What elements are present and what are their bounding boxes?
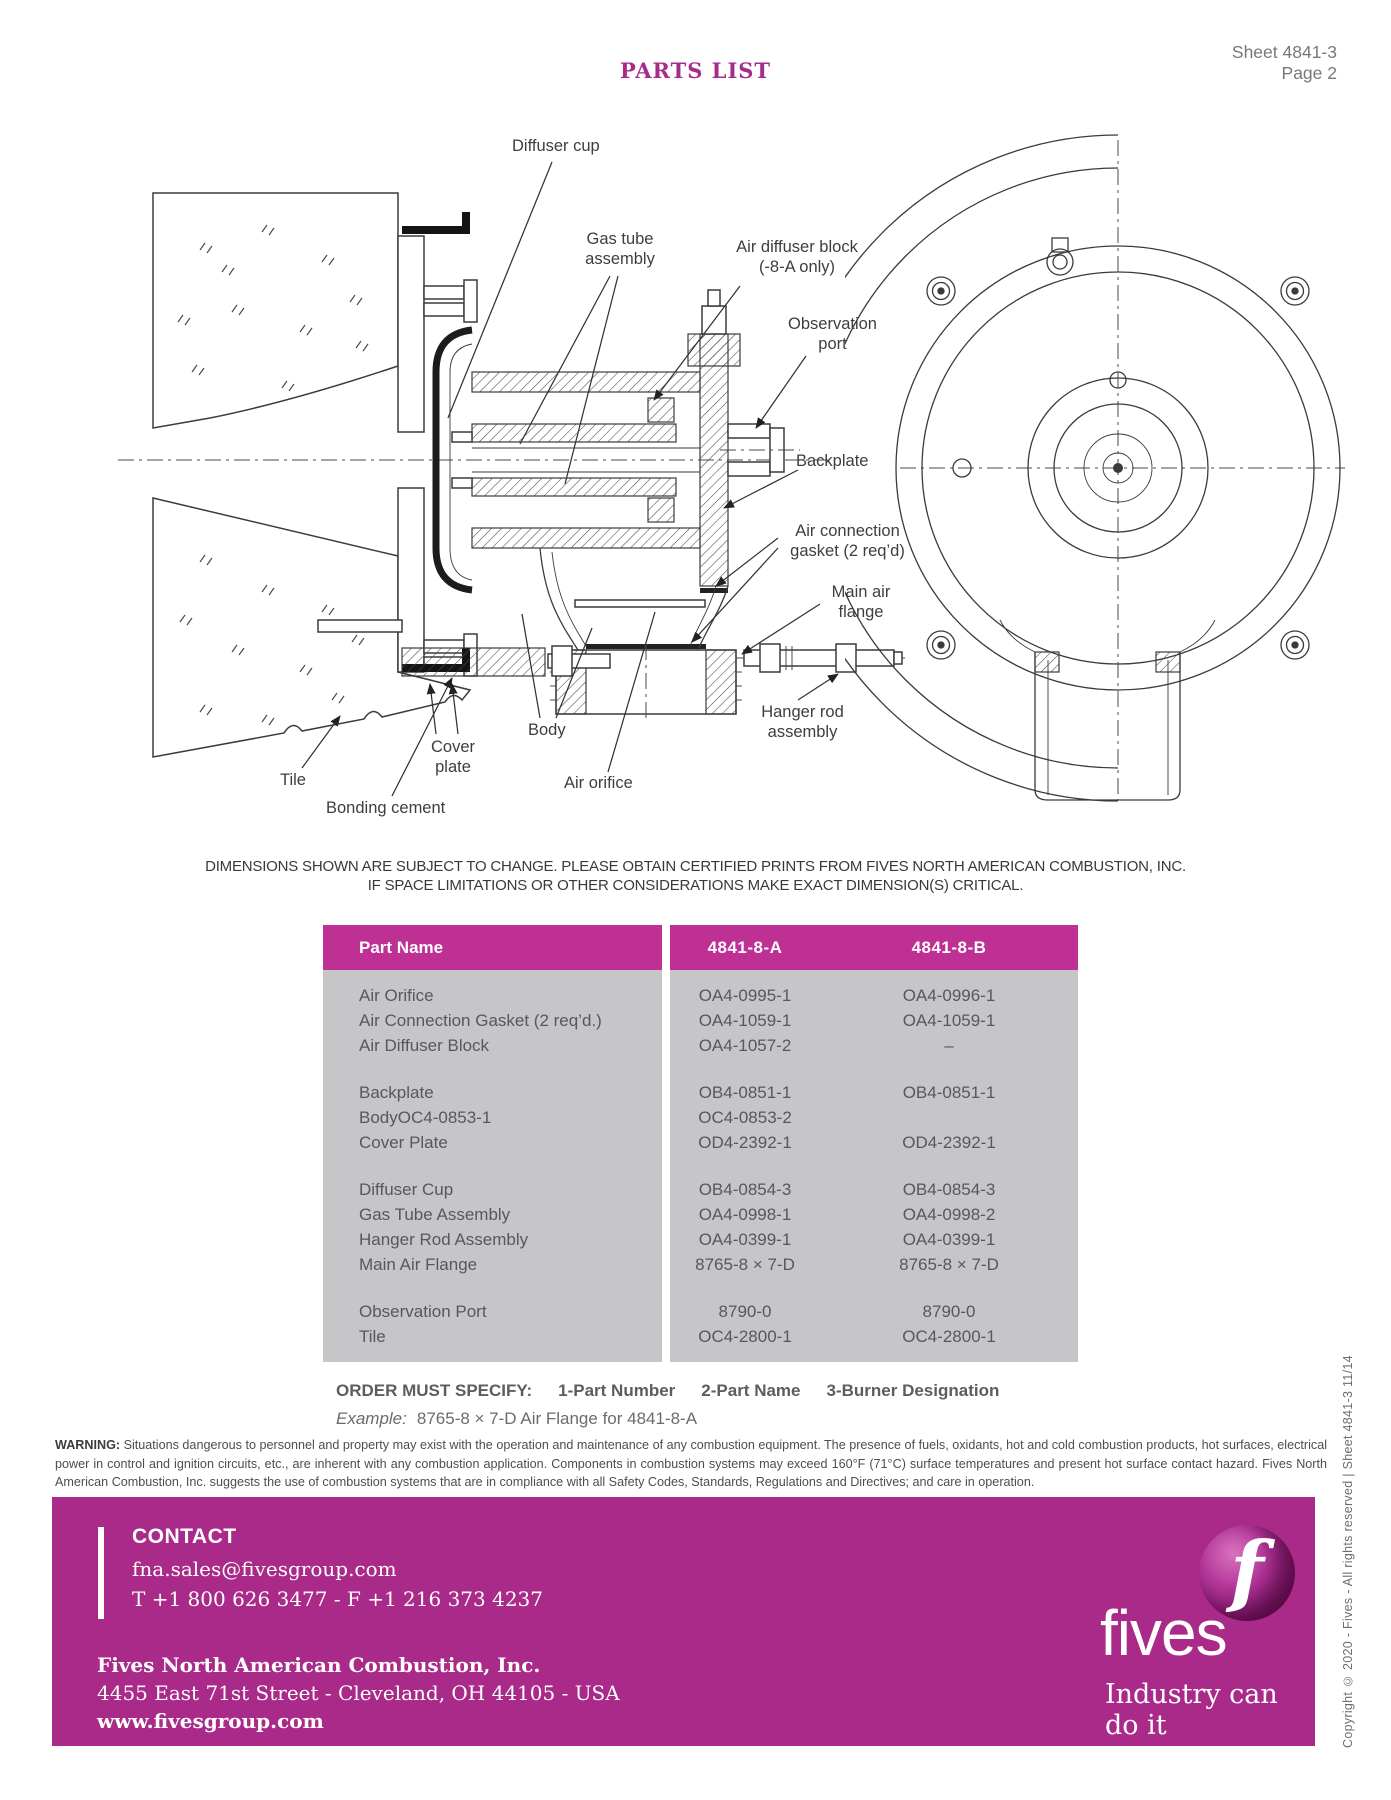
label-backplate: Backplate	[796, 452, 869, 470]
warning-paragraph	[55, 1436, 1327, 1492]
vertical-copyright: Copyright © 2020 - Fives - All rights reserved | Sheet 4841-3 11/14	[1341, 1355, 1355, 1748]
disclaimer	[0, 857, 1391, 895]
order-instructions	[336, 1381, 999, 1401]
table-row: Diffuser Cup OB4-0854-3 OB4-0854-3	[359, 1179, 996, 1199]
order-item-2: 2-Part Name	[701, 1381, 801, 1400]
burner-drawing-svg	[0, 0, 1391, 850]
order-item-1: 1-Part Number	[558, 1381, 676, 1400]
label-gas-tube-assembly: Gas tube assembly	[585, 230, 655, 268]
company-address: 4455 East 71st Street - Cleveland, OH 44105 - USA	[97, 1681, 620, 1705]
col-header-part-name: Part Name	[359, 937, 444, 957]
example-label: Example:	[336, 1409, 407, 1428]
table-row: Air Diffuser Block OA4-1057-2 –	[359, 1035, 954, 1055]
label-hanger-rod-assembly: Hanger rod assembly	[761, 703, 844, 741]
label-tile: Tile	[280, 771, 306, 789]
order-item-3: 3-Burner Designation	[826, 1381, 1000, 1400]
parts-table-body	[323, 970, 1078, 1362]
contact-email: fna.sales@fivesgroup.com	[132, 1557, 397, 1581]
table-row: Observation Port 8790-0 8790-0	[359, 1301, 976, 1321]
fives-logo-f: f	[1230, 1525, 1264, 1616]
sheet-number: Sheet 4841-3	[1231, 42, 1337, 62]
table-row: Tile OC4-2800-1 OC4-2800-1	[359, 1326, 996, 1346]
label-air-orifice: Air orifice	[564, 774, 633, 792]
page-title: PARTS LIST	[619, 58, 772, 83]
disclaimer-line2: IF SPACE LIMITATIONS OR OTHER CONSIDERATIONS MAKE EXACT DIMENSION(S) CRITICAL.	[367, 877, 1024, 894]
contact-heading: CONTACT	[132, 1525, 237, 1548]
table-row: Backplate OB4-0851-1 OB4-0851-1	[359, 1082, 996, 1102]
company-website: www.fivesgroup.com	[97, 1709, 324, 1733]
label-air-diffuser-block: Air diffuser block (-8-A only)	[736, 238, 858, 276]
contact-phone: T +1 800 626 3477 - F +1 216 373 4237	[132, 1587, 544, 1611]
table-row: Air Connection Gasket (2 req’d.) OA4-1059-1 OA4-1059-1	[359, 1010, 996, 1030]
table-row: BodyOC4-0853-1 OC4-0853-2	[359, 1107, 792, 1127]
col-header-4841-8-b: 4841-8-B	[911, 937, 987, 957]
order-example	[336, 1409, 697, 1429]
example-text: 8765-8 × 7-D Air Flange for 4841-8-A	[416, 1409, 698, 1428]
table-row: Gas Tube Assembly OA4-0998-1 OA4-0998-2	[359, 1204, 996, 1224]
table-row: Hanger Rod Assembly OA4-0399-1 OA4-0399-1	[359, 1229, 996, 1249]
label-main-air-flange: Main air flange	[831, 583, 891, 621]
technical-drawing	[0, 0, 1391, 850]
parts-table-header	[323, 925, 1078, 970]
label-body: Body	[528, 721, 566, 739]
page-number: Page 2	[1281, 63, 1337, 83]
contact-accent-bar	[98, 1527, 104, 1619]
warning-text: Situations dangerous to personnel and property may exist with the operation and maintenance of any combustion equipment. The presence of fuels, oxidants, hot and cold combustion products, hot surfaces, electrical power in control and ignition circuits, etc., are inherent with any combustion application. Components in combustion systems may exceed 160°F (71°C) surface temperatures and present hot surface contact hazard. Fives North American Combustion, Inc. suggests the use of combustion systems that are in compliance with all Safety Codes, Standards, Regulations and Directives; and care in operation.	[55, 1438, 1327, 1490]
fives-tagline: Industry can do it	[1105, 1679, 1278, 1741]
disclaimer-line1: DIMENSIONS SHOWN ARE SUBJECT TO CHANGE. PLEASE OBTAIN CERTIFIED PRINTS FROM FIVES NORTH AMERICAN COMBUSTION, INC.	[205, 858, 1186, 875]
label-diffuser-cup: Diffuser cup	[512, 137, 600, 155]
label-observation-port: Observation port	[788, 315, 877, 353]
label-air-connection-gasket: Air connection gasket (2 req’d)	[790, 522, 905, 560]
order-label: ORDER MUST SPECIFY:	[336, 1381, 533, 1400]
label-cover-plate: Cover plate	[430, 738, 475, 776]
label-bonding-cement: Bonding cement	[326, 799, 446, 817]
col-header-4841-8-a: 4841-8-A	[707, 937, 783, 957]
front-view	[785, 135, 1345, 801]
table-row: Air Orifice OA4-0995-1 OA4-0996-1	[359, 985, 996, 1005]
footer	[52, 1497, 1315, 1746]
table-row: Cover Plate OD4-2392-1 OD4-2392-1	[359, 1132, 996, 1152]
table-row: Main Air Flange 8765-8 × 7-D 8765-8 × 7-D	[359, 1254, 999, 1274]
company-name: Fives North American Combustion, Inc.	[97, 1653, 541, 1677]
fives-wordmark: fives	[1100, 1597, 1227, 1669]
warning-label: WARNING:	[55, 1438, 121, 1452]
parts-table	[323, 925, 1078, 1362]
